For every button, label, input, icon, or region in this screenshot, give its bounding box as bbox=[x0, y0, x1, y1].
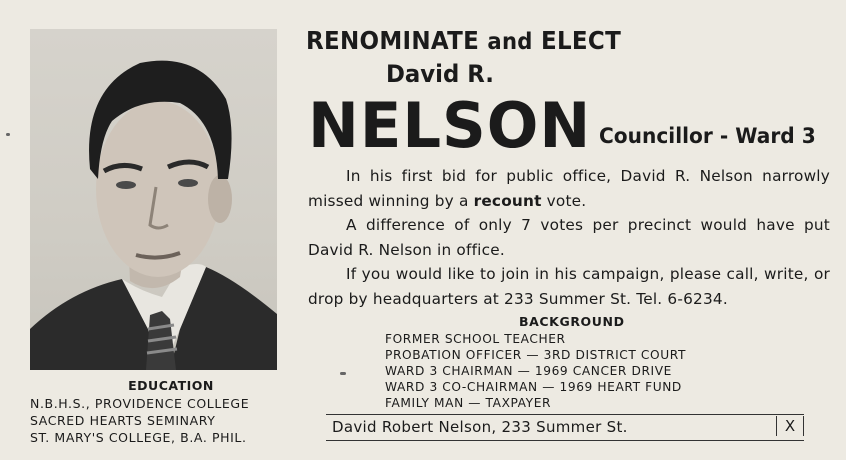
background-item: FORMER SCHOOL TEACHER bbox=[385, 332, 566, 346]
background-item: PROBATION OFFICER — 3RD DISTRICT COURT bbox=[385, 348, 686, 362]
campaign-message bbox=[308, 164, 830, 311]
paragraph-join-campaign: If you would like to join in his campaign, please call, write, or drop by headquarters at 233 Summer St. Tel. 6-6234. bbox=[308, 265, 830, 308]
print-speck bbox=[6, 133, 10, 136]
background-list bbox=[385, 331, 686, 411]
education-section bbox=[30, 378, 282, 446]
background-item: FAMILY MAN — TAXPAYER bbox=[385, 396, 552, 410]
candidate-given-names: David R. bbox=[386, 60, 494, 88]
education-item: ST. MARY'S COLLEGE, B.A. PHIL. bbox=[30, 430, 247, 445]
ballot-name: David Robert Nelson, 233 Summer St. bbox=[332, 418, 628, 436]
candidate-portrait bbox=[30, 29, 277, 370]
print-speck bbox=[340, 372, 346, 375]
background-heading: BACKGROUND bbox=[519, 314, 625, 329]
education-item: N.B.H.S., PROVIDENCE COLLEGE bbox=[30, 396, 250, 411]
paragraph-vote-difference: A difference of only 7 votes per precinct would have put David R. Nelson in office. bbox=[308, 216, 830, 259]
paragraph-first-bid: In his first bid for public office, David R. Nelson narrowly missed winning by a recount vote. bbox=[308, 167, 830, 210]
candidate-surname: NELSON bbox=[308, 89, 592, 162]
education-heading: EDUCATION bbox=[128, 378, 214, 393]
office-title: Councillor - Ward 3 bbox=[599, 124, 816, 148]
background-item: WARD 3 CO-CHAIRMAN — 1969 HEART FUND bbox=[385, 380, 682, 394]
background-item: WARD 3 CHAIRMAN — 1969 CANCER DRIVE bbox=[385, 364, 672, 378]
education-item: SACRED HEARTS SEMINARY bbox=[30, 413, 216, 428]
headline-renominate: RENOMINATE and ELECT bbox=[306, 26, 622, 55]
ballot-mark-box: X bbox=[776, 416, 804, 436]
ballot-line bbox=[326, 414, 804, 441]
